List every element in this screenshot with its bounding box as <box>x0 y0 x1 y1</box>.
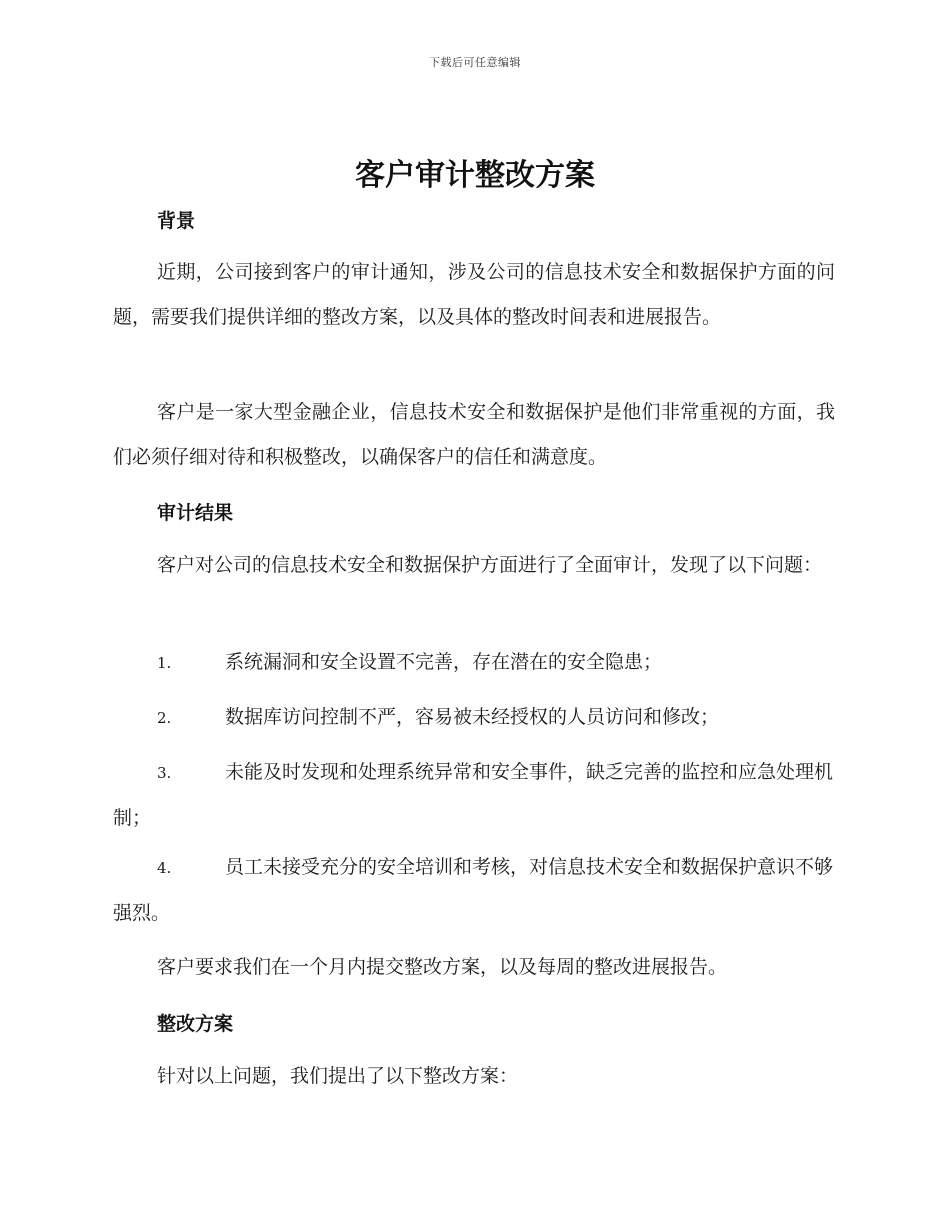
audit-issue-item-1 <box>113 640 835 686</box>
document-title: 客户审计整改方案 <box>355 158 595 193</box>
rectification-plan-intro: 针对以上问题，我们提出了以下整改方案： <box>157 1065 519 1087</box>
background-paragraph-1: 近期，公司接到客户的审计通知，涉及公司的信息技术安全和数据保护方面的问题，需要我们提供详细的整改方案，以及具体的整改时间表和进展报告。 <box>113 261 835 328</box>
audit-issue-item-4 <box>113 845 835 936</box>
page-header-note: 下载后可任意编辑 <box>429 56 521 69</box>
audit-issue-item-3 <box>113 750 835 841</box>
section-heading-rectification-plan: 整改方案 <box>157 1013 234 1035</box>
background-paragraph-2: 客户是一家大型金融企业，信息技术安全和数据保护是他们非常重视的方面，我们必须仔细对待和积极整改，以确保客户的信任和满意度。 <box>113 401 835 468</box>
list-number: 4. <box>157 859 172 877</box>
audit-results-intro: 客户对公司的信息技术安全和数据保护方面进行了全面审计，发现了以下问题： <box>157 554 823 576</box>
list-number: 2. <box>157 709 172 727</box>
list-item-text: 未能及时发现和处理系统异常和安全事件，缺乏完善的监控和应急处理机制； <box>113 761 834 829</box>
section-heading-background: 背景 <box>157 210 196 232</box>
list-item-text: 系统漏洞和安全设置不完善，存在潜在的安全隐患； <box>225 651 663 673</box>
list-number: 1. <box>157 654 172 672</box>
audit-issue-item-2 <box>113 695 835 741</box>
audit-results-closing: 客户要求我们在一个月内提交整改方案，以及每周的整改进展报告。 <box>157 956 728 978</box>
list-number: 3. <box>157 764 172 782</box>
list-item-text: 员工未接受充分的安全培训和考核，对信息技术安全和数据保护意识不够强烈。 <box>113 856 834 924</box>
list-item-text: 数据库访问控制不严，容易被未经授权的人员访问和修改； <box>225 706 720 728</box>
section-heading-audit-results: 审计结果 <box>157 502 234 524</box>
